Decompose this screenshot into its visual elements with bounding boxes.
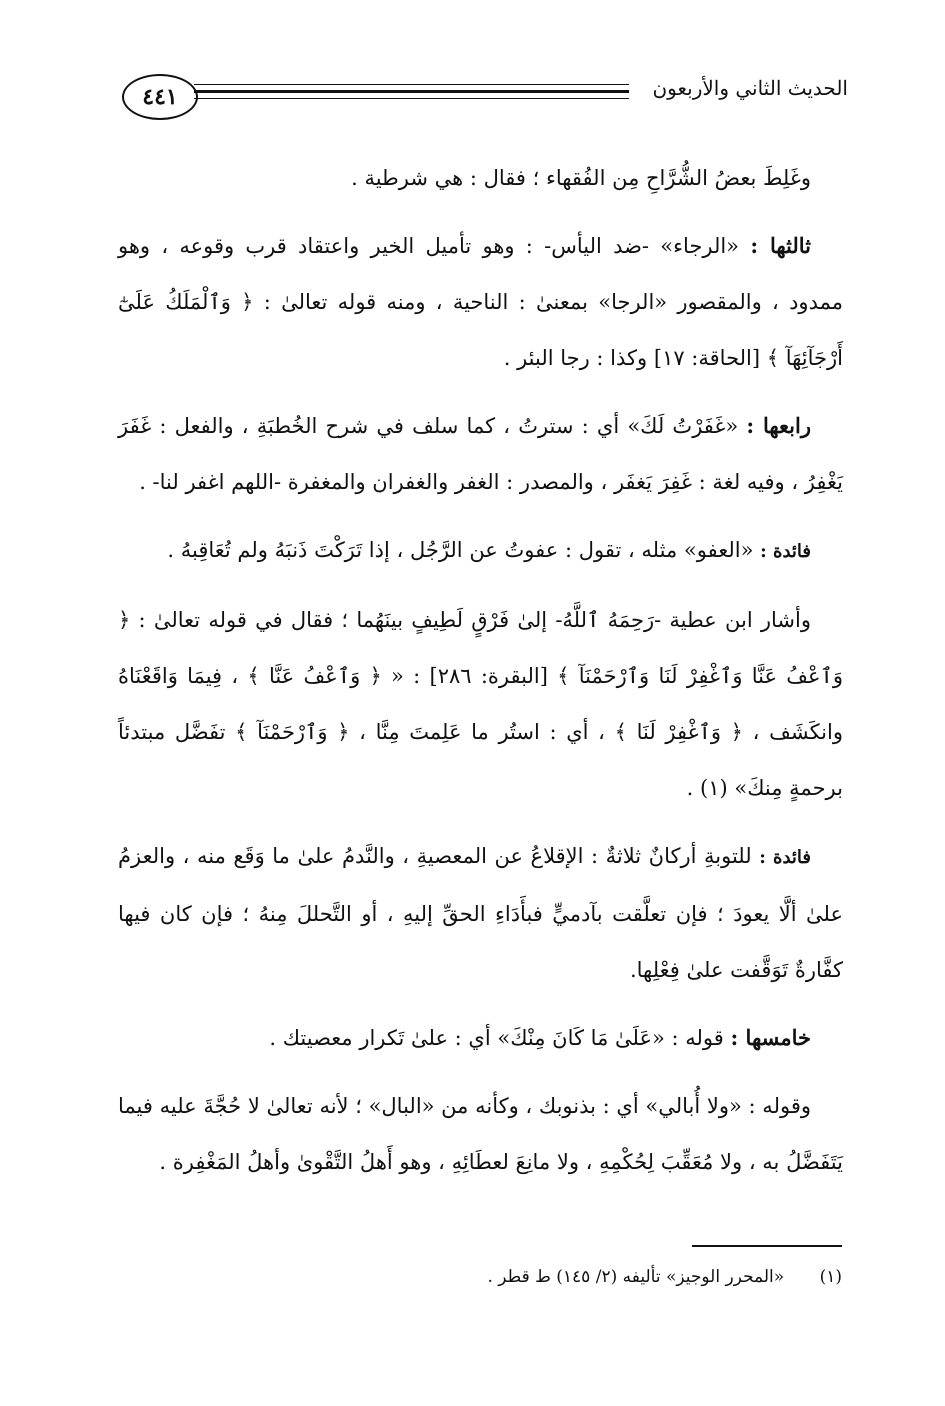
header-rule-top: [194, 84, 629, 85]
header-rule: [194, 90, 629, 93]
paragraph-lead: ثالثها :: [750, 233, 812, 258]
paragraph: [118, 592, 843, 816]
paragraph: [118, 1078, 843, 1190]
page-header: [118, 70, 848, 126]
footnote-marker: (١): [819, 1267, 842, 1287]
paragraph-lead: فائدة :: [760, 541, 811, 562]
running-title: الحديث الثاني والأربعون: [652, 76, 848, 100]
footnote-text: «المحرر الوجيز» تأليفه (٢/ ١٤٥) ط قطر .: [487, 1267, 785, 1287]
footnote: [112, 1262, 842, 1292]
paragraph: [118, 522, 843, 580]
paragraph: [118, 218, 843, 386]
paragraph-text: «العفو» مثله ، تقول : عفوتُ عن الرَّجُل ، إذا تَرَكْتَ ذَنبَهُ ولم تُعَاقِبهُ .: [167, 538, 754, 562]
paragraph-text: وقوله : «ولا أُبالي» أي : بذنوبك ، وكأنه من «البال» ؛ لأنه تعالىٰ لا حُجَّةَ عليه فيما يَتَفَضَّلُ به ، ولا مُعَقِّبَ لِحُكْمِهِ ، ولا مانِعَ لعطَائِهِ ، وهو أَهلُ التَّقْوىٰ وأهلُ المَغْفِرة .: [118, 1094, 843, 1174]
paragraph-text: «الرجاء» -ضد اليأس- : وهو تأميل الخير واعتقاد قرب وقوعه ، وهو ممدود ، والمقصور «الرجا» بمعنىٰ : الناحية ، ومنه قوله تعالىٰ : ﴿ وَٱلْمَلَكُ عَلَىٰٓ أَرْجَآئِهَآ ﴾ [الحاقة: ١٧] وكذا : رجا البئر .: [118, 234, 843, 370]
footnote-rule: [692, 1245, 842, 1247]
page-number: ٤٤١: [122, 74, 198, 120]
paragraph-text: قوله : «عَلَىٰ مَا كَانَ مِنْكَ» أي : علىٰ تَكرار معصيتك .: [269, 1026, 724, 1050]
paragraph-lead: فائدة :: [759, 847, 811, 868]
paragraph-lead: خامسها :: [730, 1025, 811, 1050]
paragraph-text: وغَلِطَ بعضُ الشُّرَّاحِ مِن الفُقهاء ؛ فقال : هي شرطية .: [351, 166, 811, 190]
paragraph-lead: رابعها :: [746, 413, 812, 438]
paragraph-text: «غَفَرْتُ لَكَ» أي : سترتُ ، كما سلف في شرح الخُطبَةِ ، والفعل : غَفَرَ يَغْفِرُ ، وفيه لغة : غَفِرَ يَغفَر ، والمصدر : الغفر والغفران والمغفرة -اللهم اغفر لنا- .: [118, 414, 843, 494]
paragraph-text: للتوبةِ أركانٌ ثلاثةٌ : الإقلاعُ عن المعصيةِ ، والنَّدمُ علىٰ ما وَقَع منه ، والعزمُ علىٰ ألَّا يعودَ ؛ فإن تعلَّقت بآدميٍّ فبأَدَاءِ الحقِّ إليهِ ، أو التَّحللَ مِنهُ ؛ فإن كان فيها كفَّارةٌ تَوَقَّفت علىٰ فِعْلِها.: [118, 844, 843, 982]
paragraph: [118, 1010, 843, 1066]
paragraph: [118, 828, 843, 998]
main-text: [118, 150, 843, 1202]
header-rule-bottom: [194, 98, 629, 99]
paragraph: [118, 150, 843, 206]
paragraph: [118, 398, 843, 510]
paragraph-text: وأشار ابن عطية -رَحِمَهُ ٱللَّهُ- إلىٰ فَرْقٍ لَطِيفٍ بينَهُما ؛ فقال في قوله تعالىٰ : ﴿ وَٱعْفُ عَنَّا وَٱغْفِرْ لَنَا وَٱرْحَمْنَآ ﴾ [البقرة: ٢٨٦] : « ﴿ وَٱعْفُ عَنَّا ﴾ ، فِيمَا وَاقَعْنَاهُ وانكَشَف ، ﴿ وَٱغْفِرْ لَنَا ﴾ ، أي : استُر ما عَلِمتَ مِنَّا ، ﴿ وَٱرْحَمْنَآ ﴾ تفَضَّل مبتدئاً برحمةٍ مِنكَ» (١) .: [118, 608, 844, 800]
